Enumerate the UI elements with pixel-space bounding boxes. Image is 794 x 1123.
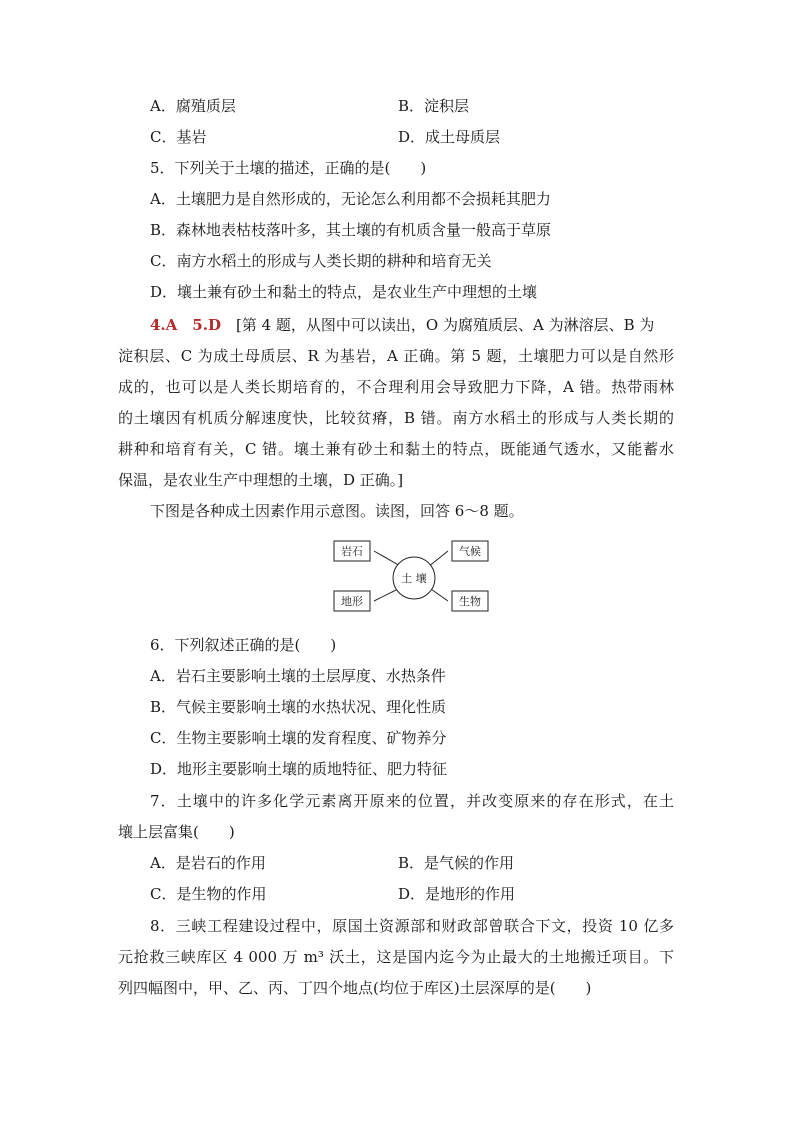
q7-option-a: A．是岩石的作用 xyxy=(150,854,266,872)
q5-option-d: D．壤土兼有砂土和黏土的特点，是农业生产中理想的土壤 xyxy=(150,283,538,301)
q7-options-row-1 xyxy=(150,848,515,879)
q5-stem: 5．下列关于土壤的描述，正确的是( ) xyxy=(150,159,427,177)
q5-option-c: C．南方水稻土的形成与人类长期的耕种和培育无关 xyxy=(150,252,492,270)
q8-stem-line-3: 列四幅图中，甲、乙、丙、丁四个地点(均位于库区)土层深厚的是( ) xyxy=(118,979,592,997)
q7-option-d: D．是地形的作用 xyxy=(398,885,516,903)
answer-4-5-line-1 xyxy=(150,310,654,341)
q7-stem-line-2: 壤上层富集( ) xyxy=(118,823,235,841)
q4-option-c: C．基岩 xyxy=(150,128,207,146)
q7-stem-line-1: 7．土壤中的许多化学元素离开原来的位置，并改变原来的存在形式，在土 xyxy=(150,792,674,810)
diagram-intro: 下图是各种成土因素作用示意图。读图，回答 6～8 题。 xyxy=(150,502,524,520)
diagram-label-terrain: 地形 xyxy=(341,595,363,608)
answer-4-5-line-5: 耕种和培育有关，C 错。壤土兼有砂土和黏土的特点，既能通气透水，又能蓄水 xyxy=(118,440,674,458)
connector-top-right xyxy=(428,551,448,567)
answer-key: 4.A 5.D xyxy=(150,316,221,334)
q6-option-d: D．地形主要影响土壤的质地特征、肥力特征 xyxy=(150,760,448,778)
q8-stem-line-1: 8．三峡工程建设过程中，原国土资源部和财政部曾联合下文，投资 10 亿多 xyxy=(150,917,674,935)
q4-options-row-2 xyxy=(150,122,501,153)
q4-option-b: B．淀积层 xyxy=(398,97,470,115)
q7-option-c: C．是生物的作用 xyxy=(150,885,267,903)
q8-stem-line-2: 元抢救三峡库区 4 000 万 m³ 沃土，这是国内迄今为止最大的土地搬迁项目。下 xyxy=(118,948,674,966)
answer-4-5-line-4: 的土壤因有机质分解速度快，比较贫瘠，B 错。南方水稻土的形成与人类长期的 xyxy=(118,409,674,427)
q7-option-b: B．是气候的作用 xyxy=(398,854,515,872)
q5-option-a: A．土壤肥力是自然形成的，无论怎么利用都不会损耗其肥力 xyxy=(150,190,551,208)
q6-stem: 6．下列叙述正确的是( ) xyxy=(150,636,337,654)
answer-text-line-1: [第 4 题，从图中可以读出，O 为腐殖质层、A 为淋溶层、B 为 xyxy=(235,316,655,334)
diagram-label-organism: 生物 xyxy=(459,595,481,608)
q5-option-b: B．森林地表枯枝落叶多，其土壤的有机质含量一般高于草原 xyxy=(150,221,552,239)
soil-factor-diagram xyxy=(332,537,490,615)
diagram-label-rock: 岩石 xyxy=(341,545,363,558)
q4-options-row-1 xyxy=(150,91,470,122)
diagram-center-label: 土 壤 xyxy=(401,572,427,585)
answer-4-5-line-3: 成的，也可以是人类长期培育的，不合理利用会导致肥力下降，A 错。热带雨林 xyxy=(118,378,674,396)
q4-option-d: D．成土母质层 xyxy=(398,128,501,146)
q4-option-a: A．腐殖质层 xyxy=(150,97,236,115)
answer-4-5-line-6: 保温，是农业生产中理想的土壤，D 正确。] xyxy=(118,471,404,489)
q6-option-b: B．气候主要影响土壤的水热状况、理化性质 xyxy=(150,698,447,716)
answer-4-5-line-2: 淀积层、C 为成土母质层、R 为基岩，A 正确。第 5 题，土壤肥力可以是自然形 xyxy=(118,347,674,365)
q6-option-c: C．生物主要影响土壤的发育程度、矿物养分 xyxy=(150,729,447,747)
diagram-label-climate: 气候 xyxy=(459,545,481,558)
q7-options-row-2 xyxy=(150,879,516,910)
q6-option-a: A．岩石主要影响土壤的土层厚度、水热条件 xyxy=(150,667,446,685)
